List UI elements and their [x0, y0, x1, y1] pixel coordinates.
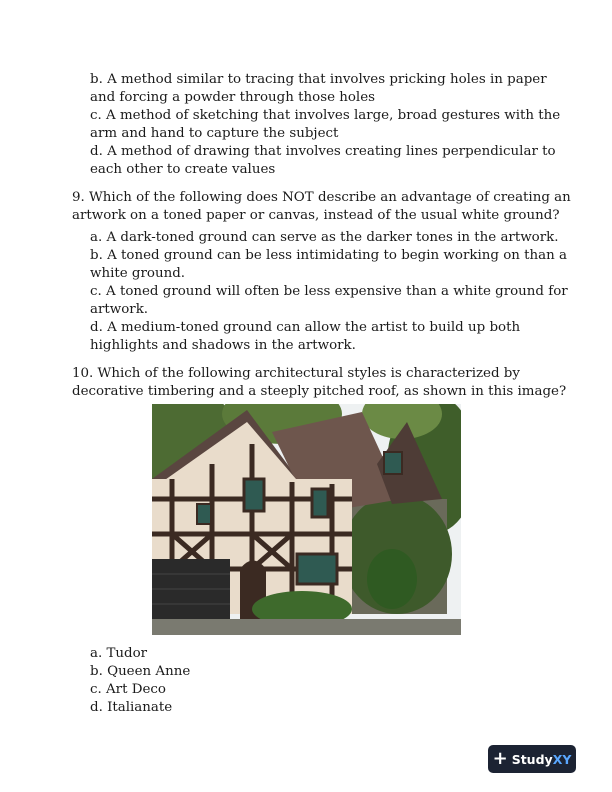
q8-option-c-line-2: arm and hand to capture the subject — [90, 126, 339, 141]
q10-option-a: a. Tudor — [90, 646, 148, 661]
plus-icon: + — [492, 748, 508, 769]
q10-option-c: c. Art Deco — [90, 682, 166, 697]
q8-option-b-line-2: and forcing a powder through those holes — [90, 90, 376, 105]
q8-option-d-line-2: each other to create values — [90, 162, 276, 177]
q9-option-c-line-2: artwork. — [90, 302, 149, 317]
studyxy-logo — [488, 745, 576, 773]
q9-option-b-line-1: b. A toned ground can be less intimidating to begin working on than a — [90, 248, 567, 263]
q8-option-c-line-1: c. A method of sketching that involves large, broad gestures with the — [90, 108, 561, 123]
q9-option-b-line-2: white ground. — [90, 266, 186, 281]
logo-brand-accent: XY — [552, 751, 572, 767]
q8-option-b-line-1: b. A method similar to tracing that involves pricking holes in paper — [90, 72, 547, 87]
q9-stem-line-2: artwork on a toned paper or canvas, instead of the usual white ground? — [72, 208, 560, 223]
logo-wordmark — [512, 752, 572, 767]
q9-option-d-line-1: d. A medium-toned ground can allow the artist to build up both — [90, 320, 521, 335]
q8-option-d-line-1: d. A method of drawing that involves creating lines perpendicular to — [90, 144, 556, 159]
q9-option-c-line-1: c. A toned ground will often be less expensive than a white ground for — [90, 284, 568, 299]
q9-option-a: a. A dark-toned ground can serve as the darker tones in the artwork. — [90, 230, 559, 245]
q10-stem-line-2: decorative timbering and a steeply pitched roof, as shown in this image? — [72, 384, 567, 399]
q10-option-d: d. Italianate — [90, 700, 173, 715]
tudor-house-photo — [152, 404, 461, 635]
q9-stem-line-1: 9. Which of the following does NOT describe an advantage of creating an — [72, 190, 571, 205]
q10-stem-line-1: 10. Which of the following architectural styles is characterized by — [72, 366, 520, 381]
q9-option-d-line-2: highlights and shadows in the artwork. — [90, 338, 356, 353]
logo-brand: Study — [511, 751, 553, 767]
q10-option-b: b. Queen Anne — [90, 664, 191, 679]
